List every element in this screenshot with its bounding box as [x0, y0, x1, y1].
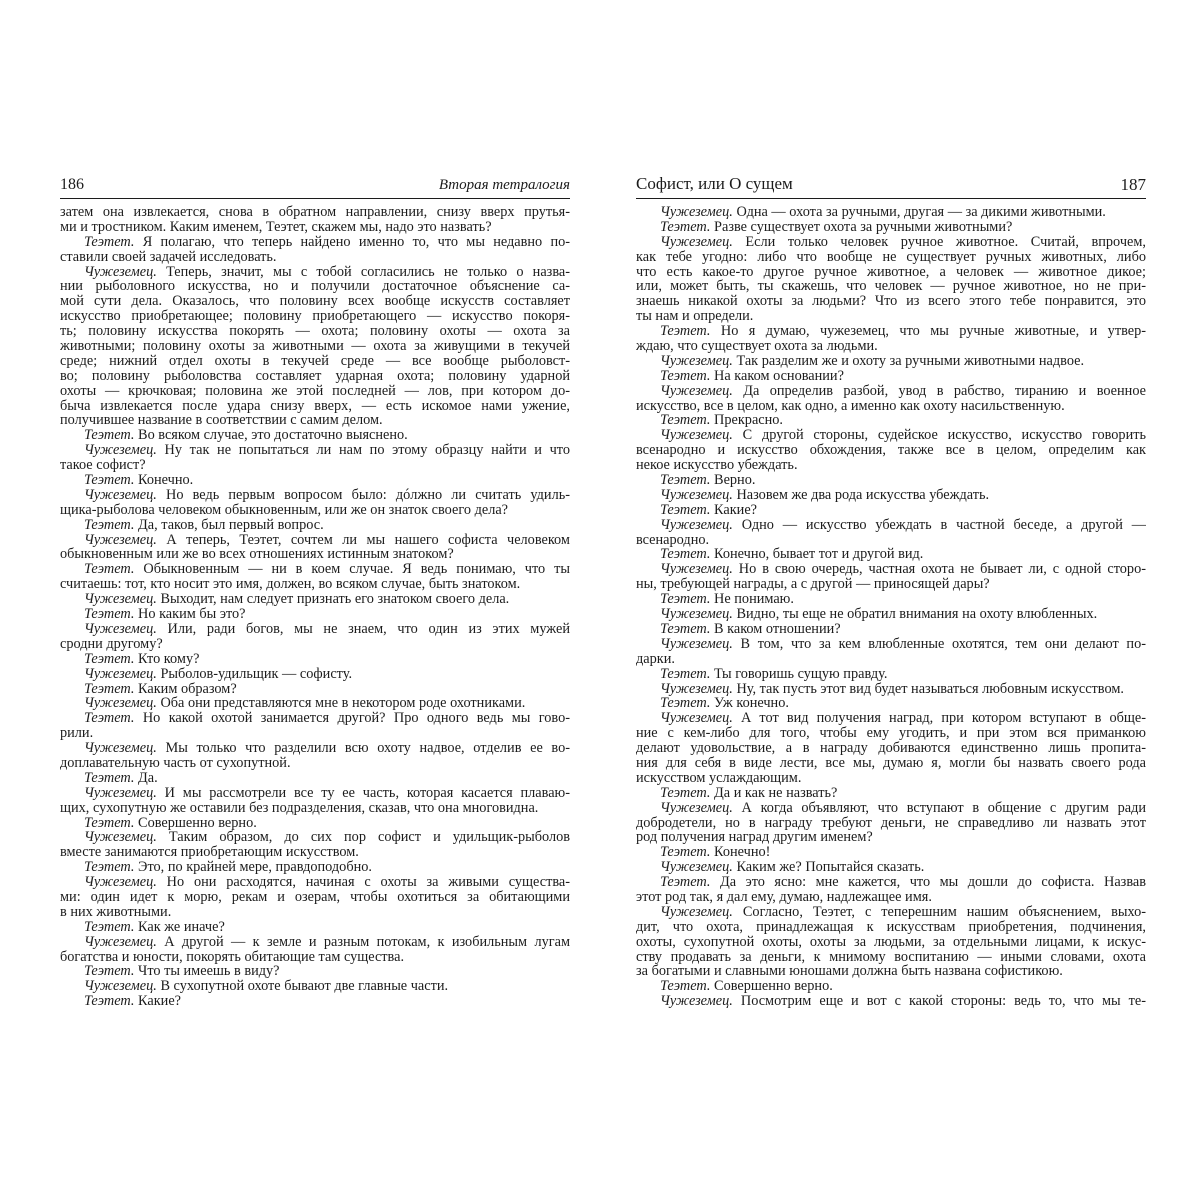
speaker-name: Теэтет.	[660, 324, 711, 340]
line-text: В том, что за кем влюбленные охотятся, тем они делают по-	[732, 636, 1146, 652]
text-line	[636, 905, 1146, 920]
line-text: Верно.	[710, 473, 756, 488]
text-line	[636, 339, 1146, 354]
line-text: Обыкновенным — ни в коем случае. Я ведь понимаю, что ты	[134, 562, 570, 578]
line-text: среде; нижний отдел охоты в текучей среде — все вообще рыболовст-	[60, 353, 570, 369]
line-text: Совершенно верно.	[134, 815, 257, 831]
text-line	[636, 413, 1146, 428]
line-text: А когда объявляют, что вступают в общение с другим ради	[732, 800, 1146, 816]
text-line	[60, 369, 570, 384]
text-line	[60, 994, 570, 1009]
text-line	[60, 771, 570, 786]
text-line	[636, 682, 1146, 697]
text-line	[60, 265, 570, 280]
text-line	[60, 220, 570, 235]
speaker-name: Чужеземец.	[660, 681, 733, 697]
line-text: богатства и юности, покорять обитающие там существа.	[60, 949, 405, 965]
line-text: Но в свою очередь, частная охота не бывает ли, с одной сторо-	[732, 562, 1146, 578]
speaker-name: Теэтет.	[84, 428, 135, 444]
text-line	[60, 816, 570, 831]
text-line	[636, 607, 1146, 622]
line-text: Ну так не попытаться ли нам по этому образцу найти и что	[156, 443, 570, 459]
line-text: Да.	[134, 770, 158, 786]
line-text: Но они расходятся, начиная с охоты за живыми существа-	[156, 875, 570, 890]
text-line	[636, 741, 1146, 756]
line-text: Какие?	[134, 994, 182, 1010]
text-line	[60, 384, 570, 399]
speaker-name: Чужеземец.	[84, 666, 157, 682]
line-text: получившее название в соответствии с самим делом.	[60, 413, 383, 429]
speaker-name: Чужеземец.	[660, 517, 733, 533]
text-line	[60, 339, 570, 354]
speaker-name: Чужеземец.	[84, 443, 157, 459]
line-text: мой сути дела. Оказалось, что половину всех вообще искусств составляет	[60, 294, 570, 310]
text-line	[60, 592, 570, 607]
line-text: Какие?	[710, 502, 758, 518]
line-text: быча извлекается после удара снизу вверх, — есть искомое нами ужение,	[60, 398, 570, 414]
line-text: искусством услаждающим.	[636, 770, 802, 786]
text-line	[636, 547, 1146, 562]
text-line	[636, 756, 1146, 771]
speaker-name: Чужеземец.	[660, 562, 733, 578]
speaker-name: Чужеземец.	[660, 904, 733, 920]
text-line	[60, 964, 570, 979]
line-text: Назовем же два рода искусства убеждать.	[732, 487, 990, 503]
speaker-name: Чужеземец.	[84, 487, 157, 503]
line-text: за богатыми и славными юношами должна быть названа софистикою.	[636, 964, 1063, 980]
speaker-name: Чужеземец.	[84, 875, 157, 890]
speaker-name: Чужеземец.	[84, 979, 157, 995]
text-line	[60, 354, 570, 369]
text-line	[60, 324, 570, 339]
text-line	[636, 622, 1146, 637]
text-line	[636, 250, 1146, 265]
text-line	[636, 801, 1146, 816]
right-page-text	[636, 205, 1146, 1009]
line-text: доплавательную часть от сухопутной.	[60, 755, 291, 771]
text-line	[60, 696, 570, 711]
line-text: Кто кому?	[134, 651, 200, 667]
text-line	[636, 592, 1146, 607]
left-running-head: Вторая тетралогия	[438, 177, 570, 193]
speaker-name: Чужеземец.	[660, 636, 733, 652]
text-line	[636, 458, 1146, 473]
speaker-name: Чужеземец.	[660, 234, 733, 250]
text-line	[636, 294, 1146, 309]
text-line	[636, 890, 1146, 905]
speaker-name: Теэтет.	[84, 964, 135, 980]
text-line	[636, 994, 1146, 1009]
text-line	[636, 875, 1146, 890]
text-line	[60, 547, 570, 562]
line-text: Совершенно верно.	[710, 979, 833, 995]
right-page-number: 187	[1120, 175, 1146, 194]
text-line	[636, 845, 1146, 860]
speaker-name: Теэтет.	[84, 651, 135, 667]
text-line	[60, 503, 570, 518]
text-line	[636, 711, 1146, 726]
left-page-header	[60, 176, 570, 199]
line-text: вместе занимаются приобретающим искусством.	[60, 845, 359, 861]
text-line	[60, 413, 570, 428]
text-line	[636, 816, 1146, 831]
line-text: что есть какое-то другое ручное животное, а человек — животное дикое;	[636, 264, 1146, 280]
line-text: В каком отношении?	[710, 621, 841, 637]
speaker-name: Чужеземец.	[84, 830, 157, 846]
line-text: Да определив разбой, увод в рабство, тиранию и военное	[732, 383, 1146, 399]
line-text: Посмотрим еще и вот с какой стороны: ведь то, что мы те-	[732, 994, 1146, 1010]
line-text: всенародно и искусство обхождения, также все в целом, определим как	[636, 443, 1146, 459]
speaker-name: Теэтет.	[660, 592, 711, 608]
text-line	[60, 577, 570, 592]
text-line	[60, 279, 570, 294]
speaker-name: Чужеземец.	[84, 264, 157, 280]
line-text: добродетели, но в награду требуют деньги, не справедливо ли назвать этот	[636, 815, 1146, 831]
speaker-name: Теэтет.	[660, 502, 711, 518]
line-text: Оба они представляются мне в некотором роде охотниками.	[156, 696, 526, 712]
line-text: рили.	[60, 726, 94, 742]
line-text: Одно — искусство убеждать в частной беседе, а другой —	[732, 517, 1146, 533]
text-line	[60, 294, 570, 309]
line-text: ния для себя в виде лести, все мы, думаю я, могли бы назвать своего рода	[636, 755, 1146, 771]
left-page-number: 186	[60, 176, 84, 193]
text-line	[60, 518, 570, 533]
line-text: Каким же? Попытайся сказать.	[732, 860, 925, 876]
text-line	[636, 935, 1146, 950]
speaker-name: Чужеземец.	[660, 353, 733, 369]
text-line	[636, 473, 1146, 488]
speaker-name: Теэтет.	[660, 547, 711, 563]
line-text: Каким образом?	[134, 681, 237, 697]
line-text: Прекрасно.	[710, 413, 784, 429]
text-line	[636, 369, 1146, 384]
text-line	[60, 890, 570, 905]
speaker-name: Теэтет.	[660, 368, 711, 384]
text-line	[60, 250, 570, 265]
text-line	[60, 935, 570, 950]
text-line	[60, 682, 570, 697]
text-line	[636, 830, 1146, 845]
line-text: С другой стороны, судейское искусство, искусство говорить	[732, 428, 1146, 444]
text-line	[60, 920, 570, 935]
speaker-name: Чужеземец.	[660, 800, 733, 816]
text-line	[60, 845, 570, 860]
line-text: ждаю, что существует охота за людьми.	[636, 339, 878, 354]
line-text: щих, сухопутную же оставили без подразделения, сказав, что она многовидна.	[60, 800, 539, 816]
line-text: сродни другому?	[60, 636, 163, 652]
text-line	[636, 488, 1146, 503]
text-line	[636, 309, 1146, 324]
speaker-name: Теэтет.	[660, 473, 711, 488]
speaker-name: Теэтет.	[84, 770, 135, 786]
text-line	[636, 503, 1146, 518]
text-line	[636, 384, 1146, 399]
text-line	[60, 458, 570, 473]
left-page	[60, 176, 570, 1009]
line-text: Да это ясно: мне кажется, что мы дошли до софиста. Назвав	[710, 875, 1146, 890]
speaker-name: Чужеземец.	[660, 383, 733, 399]
line-text: делают удовольствие, а в награду добиваются единственно лишь пропита-	[636, 741, 1146, 756]
speaker-name: Чужеземец.	[84, 532, 157, 548]
right-running-head: Софист, или О сущем	[636, 174, 793, 193]
line-text: Одна — охота за ручными, другая — за дикими животными.	[732, 205, 1106, 220]
line-text: Видно, ты еще не обратил внимания на охоту влюбленных.	[732, 607, 1098, 622]
speaker-name: Чужеземец.	[84, 592, 157, 608]
line-text: ние с кем-либо для того, чтобы ему угодить, и при этом вся приманкою	[636, 726, 1146, 742]
speaker-name: Теэтет.	[84, 919, 135, 935]
speaker-name: Теэтет.	[660, 696, 711, 712]
speaker-name: Теэтет.	[660, 219, 711, 235]
line-text: некое искусство убеждать.	[636, 458, 798, 474]
line-text: Согласно, Теэтет, с теперешним нашим объяснением, выхо-	[732, 904, 1146, 920]
speaker-name: Теэтет.	[84, 517, 135, 533]
line-text: такое софист?	[60, 458, 146, 474]
speaker-name: Чужеземец.	[84, 785, 157, 801]
text-line	[60, 607, 570, 622]
text-line	[636, 786, 1146, 801]
speaker-name: Теэтет.	[660, 666, 711, 682]
text-line	[636, 220, 1146, 235]
speaker-name: Теэтет.	[660, 875, 711, 890]
text-line	[636, 726, 1146, 741]
text-line	[636, 279, 1146, 294]
text-line	[60, 473, 570, 488]
speaker-name: Теэтет.	[660, 845, 711, 861]
speaker-name: Теэтет.	[660, 785, 711, 801]
line-text: как тебе угодно: либо что вообще не существует ручных животных, либо	[636, 249, 1146, 265]
line-text: Но какой охотой занимается другой? Про одного ведь мы гово-	[134, 711, 570, 727]
speaker-name: Чужеземец.	[84, 621, 157, 637]
line-text: Как же иначе?	[134, 919, 225, 935]
line-text: дит, что охота, принадлежащая к искусствам приобретения, подчинения,	[636, 919, 1146, 935]
line-text: Так разделим же и охоту за ручными животными надвое.	[732, 353, 1085, 369]
line-text: Таким образом, до сих пор софист и удильщик-рыболов	[156, 830, 570, 846]
line-text: во; половину рыболовства составляет ударная охота; половину ударной	[60, 368, 570, 384]
line-text: Если только человек ручное животное. Считай, впрочем,	[732, 234, 1146, 250]
speaker-name: Теэтет.	[84, 473, 135, 488]
speaker-name: Теэтет.	[660, 621, 711, 637]
text-line	[636, 533, 1146, 548]
speaker-name: Чужеземец.	[84, 934, 157, 950]
text-line	[636, 637, 1146, 652]
speaker-name: Теэтет.	[660, 979, 711, 995]
line-text: охоты — крючковая; половина же этой последней — лов, при котором до-	[60, 383, 570, 399]
text-line	[636, 771, 1146, 786]
text-line	[60, 875, 570, 890]
line-text: А теперь, Теэтет, сочтем ли мы нашего софиста человеком	[156, 532, 570, 548]
text-line	[60, 726, 570, 741]
text-line	[636, 399, 1146, 414]
line-text: Ты говоришь сущую правду.	[710, 666, 888, 682]
line-text: знаешь никакой охоты за людьми? Что из всего этого тебе понравится, это	[636, 294, 1146, 310]
line-text: ставили своей задачей исследовать.	[60, 249, 277, 265]
line-text: ству продавать за деньги, к мнимому воспитанию — иными словами, охота	[636, 949, 1146, 965]
line-text: род получения наград другим именем?	[636, 830, 873, 846]
text-line	[636, 920, 1146, 935]
text-line	[60, 801, 570, 816]
line-text: А другой — к земле и разным потокам, к изобильным лугам	[156, 934, 570, 950]
speaker-name: Теэтет.	[660, 413, 711, 429]
line-text: А тот вид получения наград, при котором вступают в обще-	[732, 711, 1146, 727]
text-line	[60, 711, 570, 726]
text-line	[60, 652, 570, 667]
speaker-name: Чужеземец.	[660, 205, 733, 220]
speaker-name: Теэтет.	[84, 234, 135, 250]
line-text: ми и тростником. Каким именем, Теэтет, скажем мы, надо это назвать?	[60, 219, 492, 235]
text-line	[636, 577, 1146, 592]
line-text: Мы только что разделили всю охоту надвое, отделив ее во-	[156, 741, 570, 756]
line-text: Но ведь первым вопросом было: дóлжно ли считать удиль-	[156, 487, 570, 503]
line-text: Во всяком случае, это достаточно выяснено.	[134, 428, 408, 444]
line-text: Я полагаю, что теперь найдено именно то, что мы недавно по-	[134, 234, 570, 250]
text-line	[636, 652, 1146, 667]
line-text: искусство, все в целом, как одно, а именно как охоту насильственную.	[636, 398, 1065, 414]
speaker-name: Чужеземец.	[84, 696, 157, 712]
line-text: или, может быть, ты скажешь, что человек — ручное животное, но не при-	[636, 279, 1146, 295]
text-line	[636, 265, 1146, 280]
speaker-name: Теэтет.	[84, 607, 135, 622]
speaker-name: Чужеземец.	[660, 487, 733, 503]
text-line	[636, 860, 1146, 875]
speaker-name: Теэтет.	[84, 711, 135, 727]
text-line	[60, 205, 570, 220]
text-line	[636, 518, 1146, 533]
line-text: Конечно, бывает тот и другой вид.	[710, 547, 924, 563]
text-line	[636, 354, 1146, 369]
line-text: в них животными.	[60, 904, 172, 920]
text-line	[636, 428, 1146, 443]
text-line	[636, 979, 1146, 994]
line-text: ми: один идет к морю, рекам и озерам, чтобы охотиться за обитающими	[60, 889, 570, 905]
text-line	[636, 964, 1146, 979]
line-text: Это, по крайней мере, правдоподобно.	[134, 860, 372, 876]
line-text: И мы рассмотрели все ту ее часть, которая касается плаваю-	[156, 785, 570, 801]
line-text: Да и как не назвать?	[710, 785, 838, 801]
line-text: Уж конечно.	[710, 696, 789, 712]
text-line	[636, 562, 1146, 577]
speaker-name: Теэтет.	[84, 860, 135, 876]
text-line	[60, 741, 570, 756]
speaker-name: Чужеземец.	[660, 428, 733, 444]
speaker-name: Теэтет.	[84, 681, 135, 697]
line-text: Но каким бы это?	[134, 607, 246, 622]
text-line	[60, 637, 570, 652]
text-line	[60, 443, 570, 458]
line-text: щика-рыболова человеком обыкновенным, или же он знаток своего дела?	[60, 502, 509, 518]
line-text: Но я думаю, чужеземец, что мы ручные животные, и утвер-	[710, 324, 1146, 340]
right-page-header	[636, 176, 1146, 199]
text-line	[60, 428, 570, 443]
speaker-name: Чужеземец.	[84, 741, 157, 756]
speaker-name: Чужеземец.	[660, 711, 733, 727]
line-text: На каком основании?	[710, 368, 844, 384]
line-text: искусство приобретающее; половину приобретающего — искусство покоря-	[60, 309, 570, 325]
text-line	[60, 562, 570, 577]
line-text: считаешь: тот, кто носит это имя, должен, во всяком случае, быть знатоком.	[60, 577, 521, 593]
text-line	[636, 235, 1146, 250]
text-line	[636, 667, 1146, 682]
line-text: нии рыболовного искусства, но и получили достаточное объяснение са-	[60, 279, 570, 295]
line-text: всенародно.	[636, 532, 710, 548]
speaker-name: Теэтет.	[84, 562, 135, 578]
text-line	[60, 309, 570, 324]
speaker-name: Чужеземец.	[660, 860, 733, 876]
line-text: Что ты имеешь в виду?	[134, 964, 280, 980]
text-line	[60, 235, 570, 250]
text-line	[60, 786, 570, 801]
line-text: Или, ради богов, мы не знаем, что один из этих мужей	[156, 621, 570, 637]
left-page-text	[60, 205, 570, 1009]
text-line	[636, 443, 1146, 458]
speaker-name: Чужеземец.	[660, 607, 733, 622]
speaker-name: Теэтет.	[84, 815, 135, 831]
text-line	[60, 756, 570, 771]
line-text: Конечно!	[710, 845, 771, 861]
line-text: В сухопутной охоте бывают две главные части.	[156, 979, 449, 995]
line-text: ть; половину искусства покорять — охота; половину охоты — охота за	[60, 324, 570, 340]
line-text: охоты, сухопутной охоты, охоты за людьми, за отдельными лицами, к искус-	[636, 934, 1146, 950]
text-line	[60, 830, 570, 845]
line-text: затем она извлекается, снова в обратном направлении, снизу вверх прутья-	[60, 205, 570, 220]
text-line	[60, 905, 570, 920]
speaker-name: Чужеземец.	[660, 994, 733, 1010]
text-line	[636, 696, 1146, 711]
text-line	[636, 205, 1146, 220]
text-line	[636, 324, 1146, 339]
line-text: Конечно.	[134, 473, 194, 488]
right-page	[636, 176, 1146, 1009]
line-text: дарки.	[636, 651, 675, 667]
line-text: Да, таков, был первый вопрос.	[134, 517, 324, 533]
text-line	[60, 860, 570, 875]
text-line	[60, 533, 570, 548]
line-text: Разве существует охота за ручными животными?	[710, 219, 1013, 235]
speaker-name: Теэтет.	[84, 994, 135, 1010]
text-line	[636, 950, 1146, 965]
line-text: Не понимаю.	[710, 592, 794, 608]
text-line	[60, 979, 570, 994]
line-text: этот род так, я дал ему, думаю, надлежащее имя.	[636, 889, 932, 905]
line-text: ны, требующей награды, а с другой — приносящей дары?	[636, 577, 990, 593]
text-line	[60, 622, 570, 637]
text-line	[60, 667, 570, 682]
line-text: Выходит, нам следует признать его знатоком своего дела.	[156, 592, 510, 608]
line-text: обыкновенным или же во всех отношениях истинным знатоком?	[60, 547, 454, 563]
text-line	[60, 399, 570, 414]
line-text: животными; половину охоты за животными — охота за живущими в текучей	[60, 339, 570, 354]
text-line	[60, 488, 570, 503]
line-text: Рыболов-удильщик — софисту.	[156, 666, 353, 682]
line-text: ты нам и определи.	[636, 309, 754, 325]
line-text: Теперь, значит, мы с тобой согласились не только о назва-	[156, 264, 570, 280]
text-line	[60, 950, 570, 965]
line-text: Ну, так пусть этот вид будет называться любовным искусством.	[732, 681, 1124, 697]
